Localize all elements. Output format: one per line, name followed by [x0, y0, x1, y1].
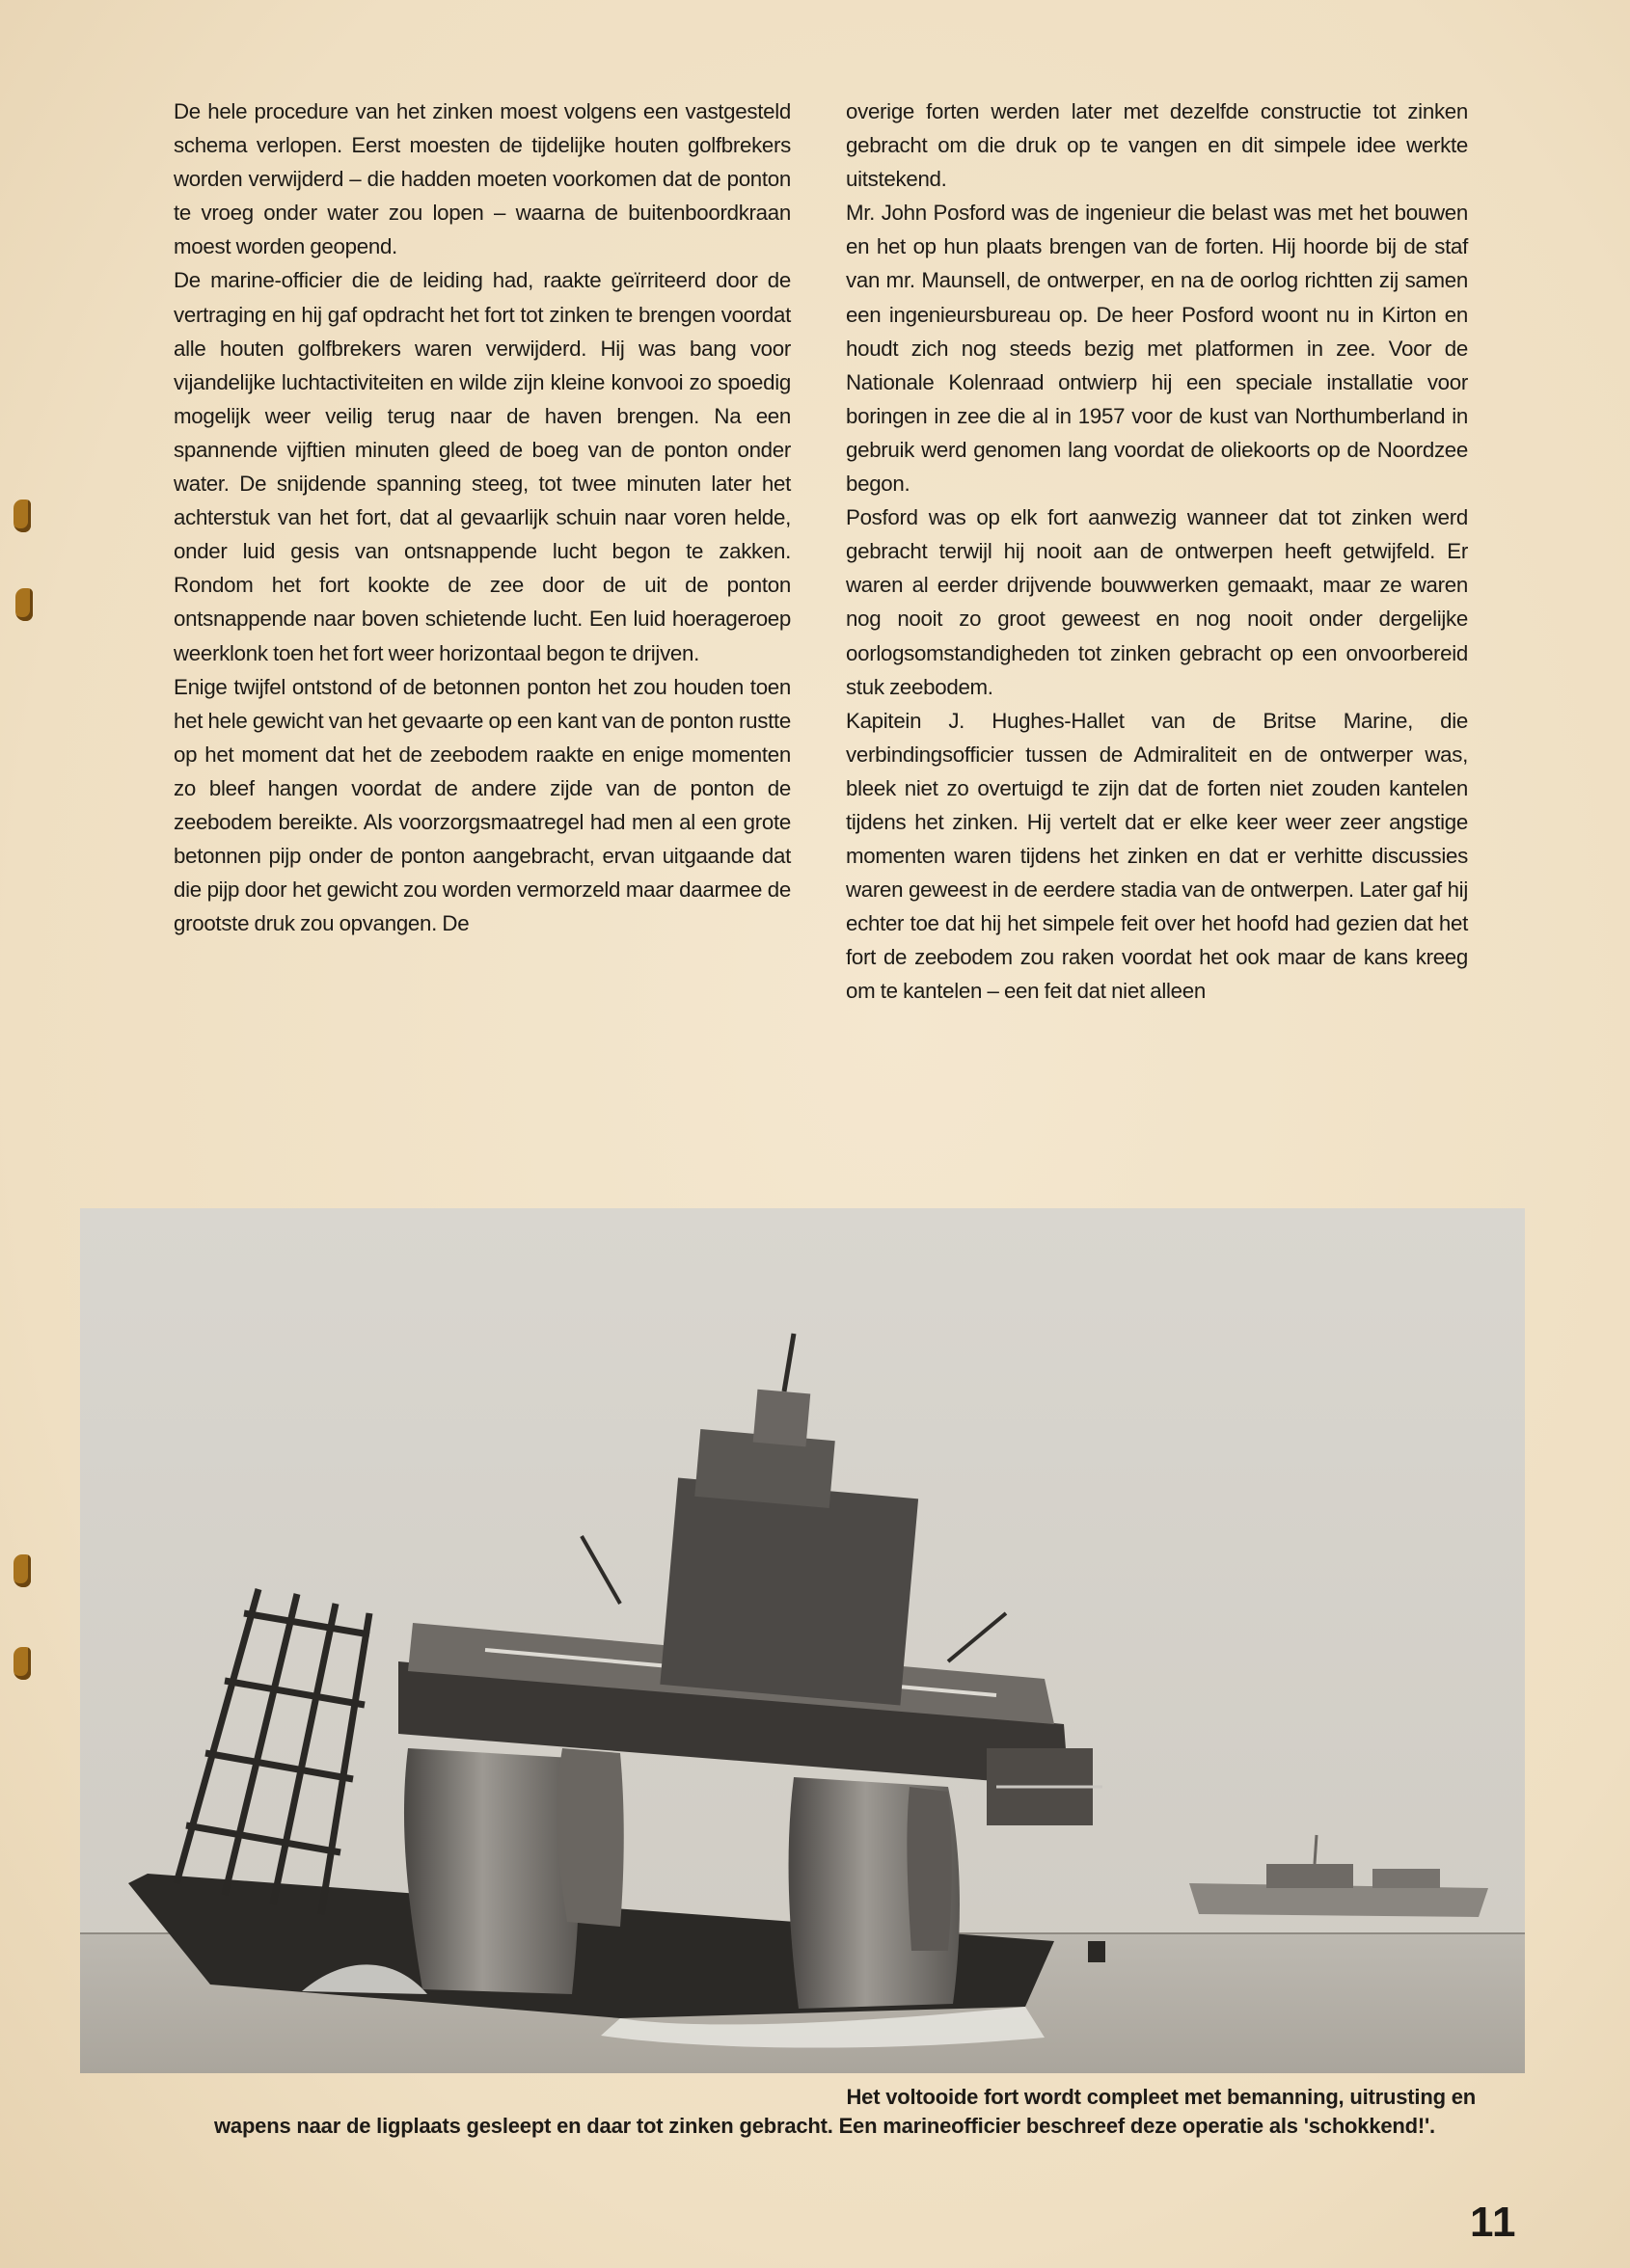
photo-caption	[214, 2083, 1476, 2141]
binding-hole-3	[14, 1554, 31, 1587]
caption-line-rest: wapens naar de ligplaats gesleept en daar tot zinken gebracht. Een marineofficier beschreef deze operatie als 'schokkend!'.	[214, 2114, 1435, 2138]
text-column-left	[174, 94, 791, 940]
binding-hole-1	[14, 500, 31, 532]
paragraph: De hele procedure van het zinken moest volgens een vastgesteld schema verlopen. Eerst moesten de tijdelijke houten golfbrekers worden verwijderd – die hadden moeten voorkomen dat de ponton te vroeg onder water zou lopen – waarna de buitenboordkraan moest worden geopend.	[174, 99, 791, 259]
text-column-right	[846, 94, 1468, 1009]
page-number: 11	[1470, 2199, 1517, 2246]
paragraph: Posford was op elk fort aanwezig wanneer dat tot zinken werd gebracht terwijl hij nooit aan de ontwerpen heeft getwijfeld. Er waren al eerder drijvende bouwwerken gemaakt, maar ze waren nog nooit zo groot geweest en nog nooit onder dergelijke oorlogsomstandigheden tot zinken gebracht op een onvoorbereid stuk zeebodem.	[846, 505, 1468, 699]
paragraph: De marine-officier die de leiding had, raakte geïrriteerd door de vertraging en hij gaf opdracht het fort tot zinken te brengen voordat alle houten golfbrekers waren verwijderd. Hij was bang voor vijandelijke luchtactiviteiten en wilde zijn kleine konvooi zo spoedig mogelijk weer veilig terug naar de haven brengen. Na een spannende vijftien minuten gleed de boeg van de ponton onder water. De snijdende spanning steeg, tot twee minuten later het achterstuk van het fort, dat al gevaarlijk schuin naar voren helde, onder luid gesis van ontsnappende lucht begon te zakken. Rondom het fort kookte de zee door de uit de ponton ontsnappende naar boven schietende lucht. Een luid hoerageroep weerklonk toen het fort weer horizontaal begon te drijven.	[174, 268, 791, 665]
caption-line-1: Het voltooide fort wordt compleet met bemanning, uitrusting en	[846, 2085, 1476, 2109]
binding-hole-4	[14, 1647, 31, 1680]
binding-hole-2	[15, 588, 33, 621]
paragraph: Kapitein J. Hughes-Hallet van de Britse Marine, die verbindingsofficier tussen de Admiraliteit en de ontwerper was, bleek niet zo overtuigd te zijn dat de forten niet zouden kantelen tijdens het zinken. Hij vertelt dat er elke keer weer zeer angstige momenten waren tijdens het zinken en dat er verhitte discussies waren geweest in de eerdere stadia van de ontwerpen. Later gaf hij echter toe dat hij het simpele feit over het hoofd had gezien dat het fort de zeebodem zou raken voordat het ook maar de kans kreeg om te kantelen – een feit dat niet alleen	[846, 708, 1468, 1004]
paragraph: Enige twijfel ontstond of de betonnen ponton het zou houden toen het hele gewicht van het gevaarte op een kant van de ponton rustte op het moment dat het de zeebodem raakte en enige momenten zo bleef hangen voordat de andere zijde van de ponton de zeebodem bereikte. Als voorzorgsmaatregel had men al een grote betonnen pijp onder de ponton aangebracht, ervan uitgaande dat die pijp door het gewicht zou worden vermorzeld maar daarmee de grootste druk zou opvangen. De	[174, 674, 791, 936]
paragraph: Mr. John Posford was de ingenieur die belast was met het bouwen en het op hun plaats brengen van de forten. Hij hoorde bij de staf van mr. Maunsell, de ontwerper, en na de oorlog richtten zij samen een ingenieursbureau op. De heer Posford woont nu in Kirton en houdt zich nog steeds bezig met platformen in zee. Voor de Nationale Kolenraad ontwierp hij een speciale installatie voor boringen in zee die al in 1957 voor de kust van Northumberland in gebruik werd genomen lang voordat de oliekoorts op de Noordzee begon.	[846, 201, 1468, 497]
paragraph: overige forten werden later met dezelfde constructie tot zinken gebracht om die druk op te vangen en dit simpele idee werkte uitstekend.	[846, 99, 1468, 192]
photo-sea-fort-sinking	[80, 1208, 1525, 2073]
